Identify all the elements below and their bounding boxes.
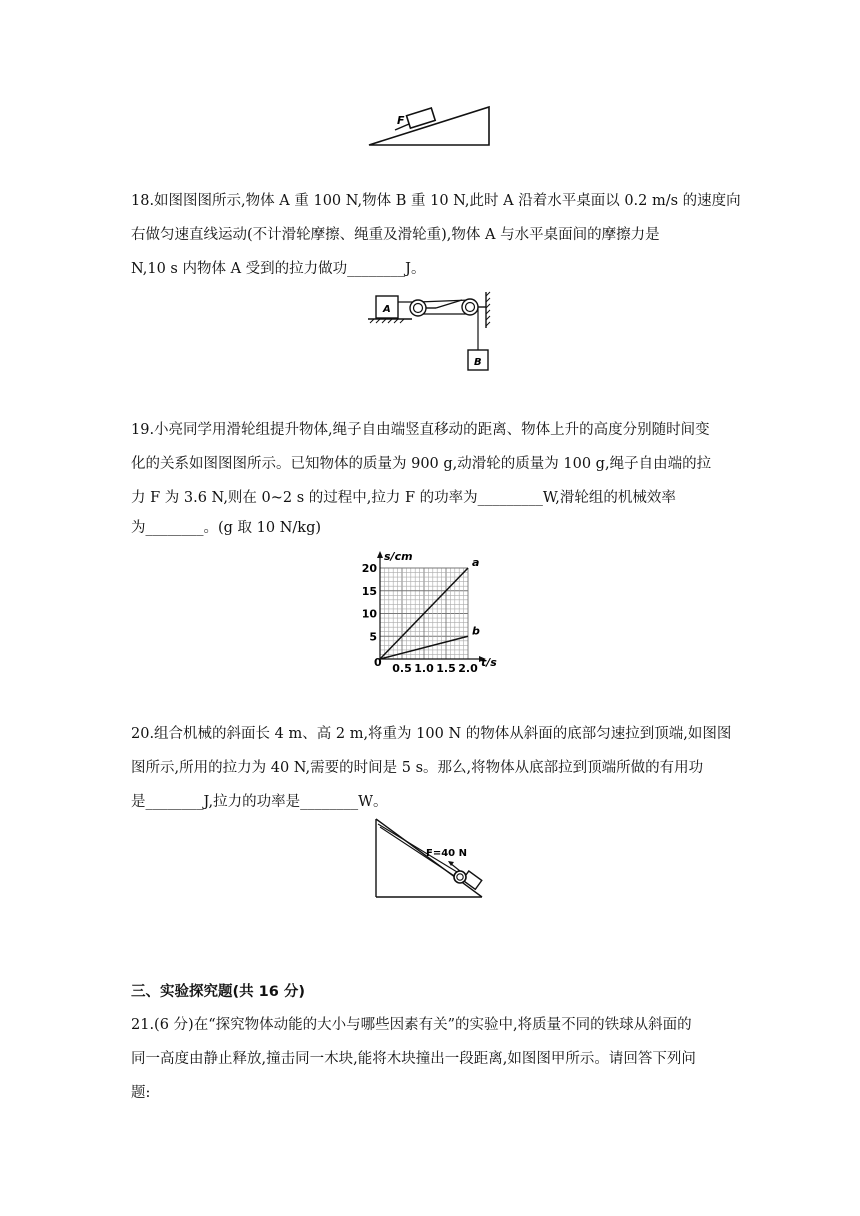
incline-figure-17 xyxy=(365,102,495,150)
q19-line-1: 19.小亮同学用滑轮组提升物体,绳子自由端竖直移动的距离、物体上升的高度分别随时间变 xyxy=(131,422,710,438)
block-b-label: B xyxy=(474,357,482,368)
q18-line-3: N,10 s 内物体 A 受到的拉力做功________J。 xyxy=(131,261,426,277)
block-a-label: A xyxy=(383,304,391,315)
q21-line-2: 同一高度由静止释放,撞击同一木块,能将木块撞出一段距离,如图图甲所示。请回答下列问 xyxy=(131,1051,696,1067)
s-t-chart xyxy=(345,548,520,672)
x-tick-label: 1.5 xyxy=(436,662,456,672)
force-label-40n: F=40 N xyxy=(426,848,467,859)
q20-line-1: 20.组合机械的斜面长 4 m、高 2 m,将重为 100 N 的物体从斜面的底部匀速拉到顶端,如图图 xyxy=(131,726,732,742)
q21-line-3: 题: xyxy=(131,1085,151,1101)
force-label-f: F xyxy=(397,114,405,127)
q18-line-1: 18.如图图图所示,物体 A 重 100 N,物体 B 重 10 N,此时 A 沿着水平桌面以 0.2 m/s 的速度向 xyxy=(131,193,741,209)
y-tick-label: 10 xyxy=(361,607,377,621)
x-tick-label: 2.0 xyxy=(458,662,478,672)
q21-line-1: 21.(6 分)在“探究物体动能的大小与哪些因素有关”的实验中,将质量不同的铁球从斜面的 xyxy=(131,1017,692,1033)
q20-line-3: 是________J,拉力的功率是________W。 xyxy=(131,794,388,810)
q19-line-4: 为________。(g 取 10 N/kg) xyxy=(131,520,322,536)
section-3-title: 三、实验探究题(共 16 分) xyxy=(131,984,306,1000)
chart-series-group xyxy=(380,556,480,659)
y-tick-label: 5 xyxy=(369,630,377,644)
q19-line-2: 化的关系如图图图所示。已知物体的质量为 900 g,动滑轮的质量为 100 g,绳子自由端的拉 xyxy=(131,456,712,472)
q19-line-3: 力 F 为 3.6 N,则在 0~2 s 的过程中,拉力 F 的功率为_________W,滑轮组的机械效率 xyxy=(131,490,676,506)
pulley-figure-18 xyxy=(362,290,502,374)
x-tick-label: 0.5 xyxy=(392,662,412,672)
q20-line-2: 图所示,所用的拉力为 40 N,需要的时间是 5 s。那么,将物体从底部拉到顶端所做的有用功 xyxy=(131,760,704,776)
series-label-a: a xyxy=(472,556,480,569)
origin-label: 0 xyxy=(374,656,382,669)
y-tick-label: 20 xyxy=(361,562,377,575)
series-label-b: b xyxy=(472,624,480,638)
incline-pulley-figure-20 xyxy=(370,815,490,901)
y-tick-label: 15 xyxy=(361,584,377,598)
q18-line-2: 右做匀速直线运动(不计滑轮摩擦、绳重及滑轮重),物体 A 与水平桌面间的摩擦力是 xyxy=(131,227,660,243)
y-axis-arrow xyxy=(377,551,383,558)
y-axis-label: s/cm xyxy=(384,550,413,563)
x-axis-label: t/s xyxy=(481,656,497,669)
x-tick-label: 1.0 xyxy=(414,662,434,672)
